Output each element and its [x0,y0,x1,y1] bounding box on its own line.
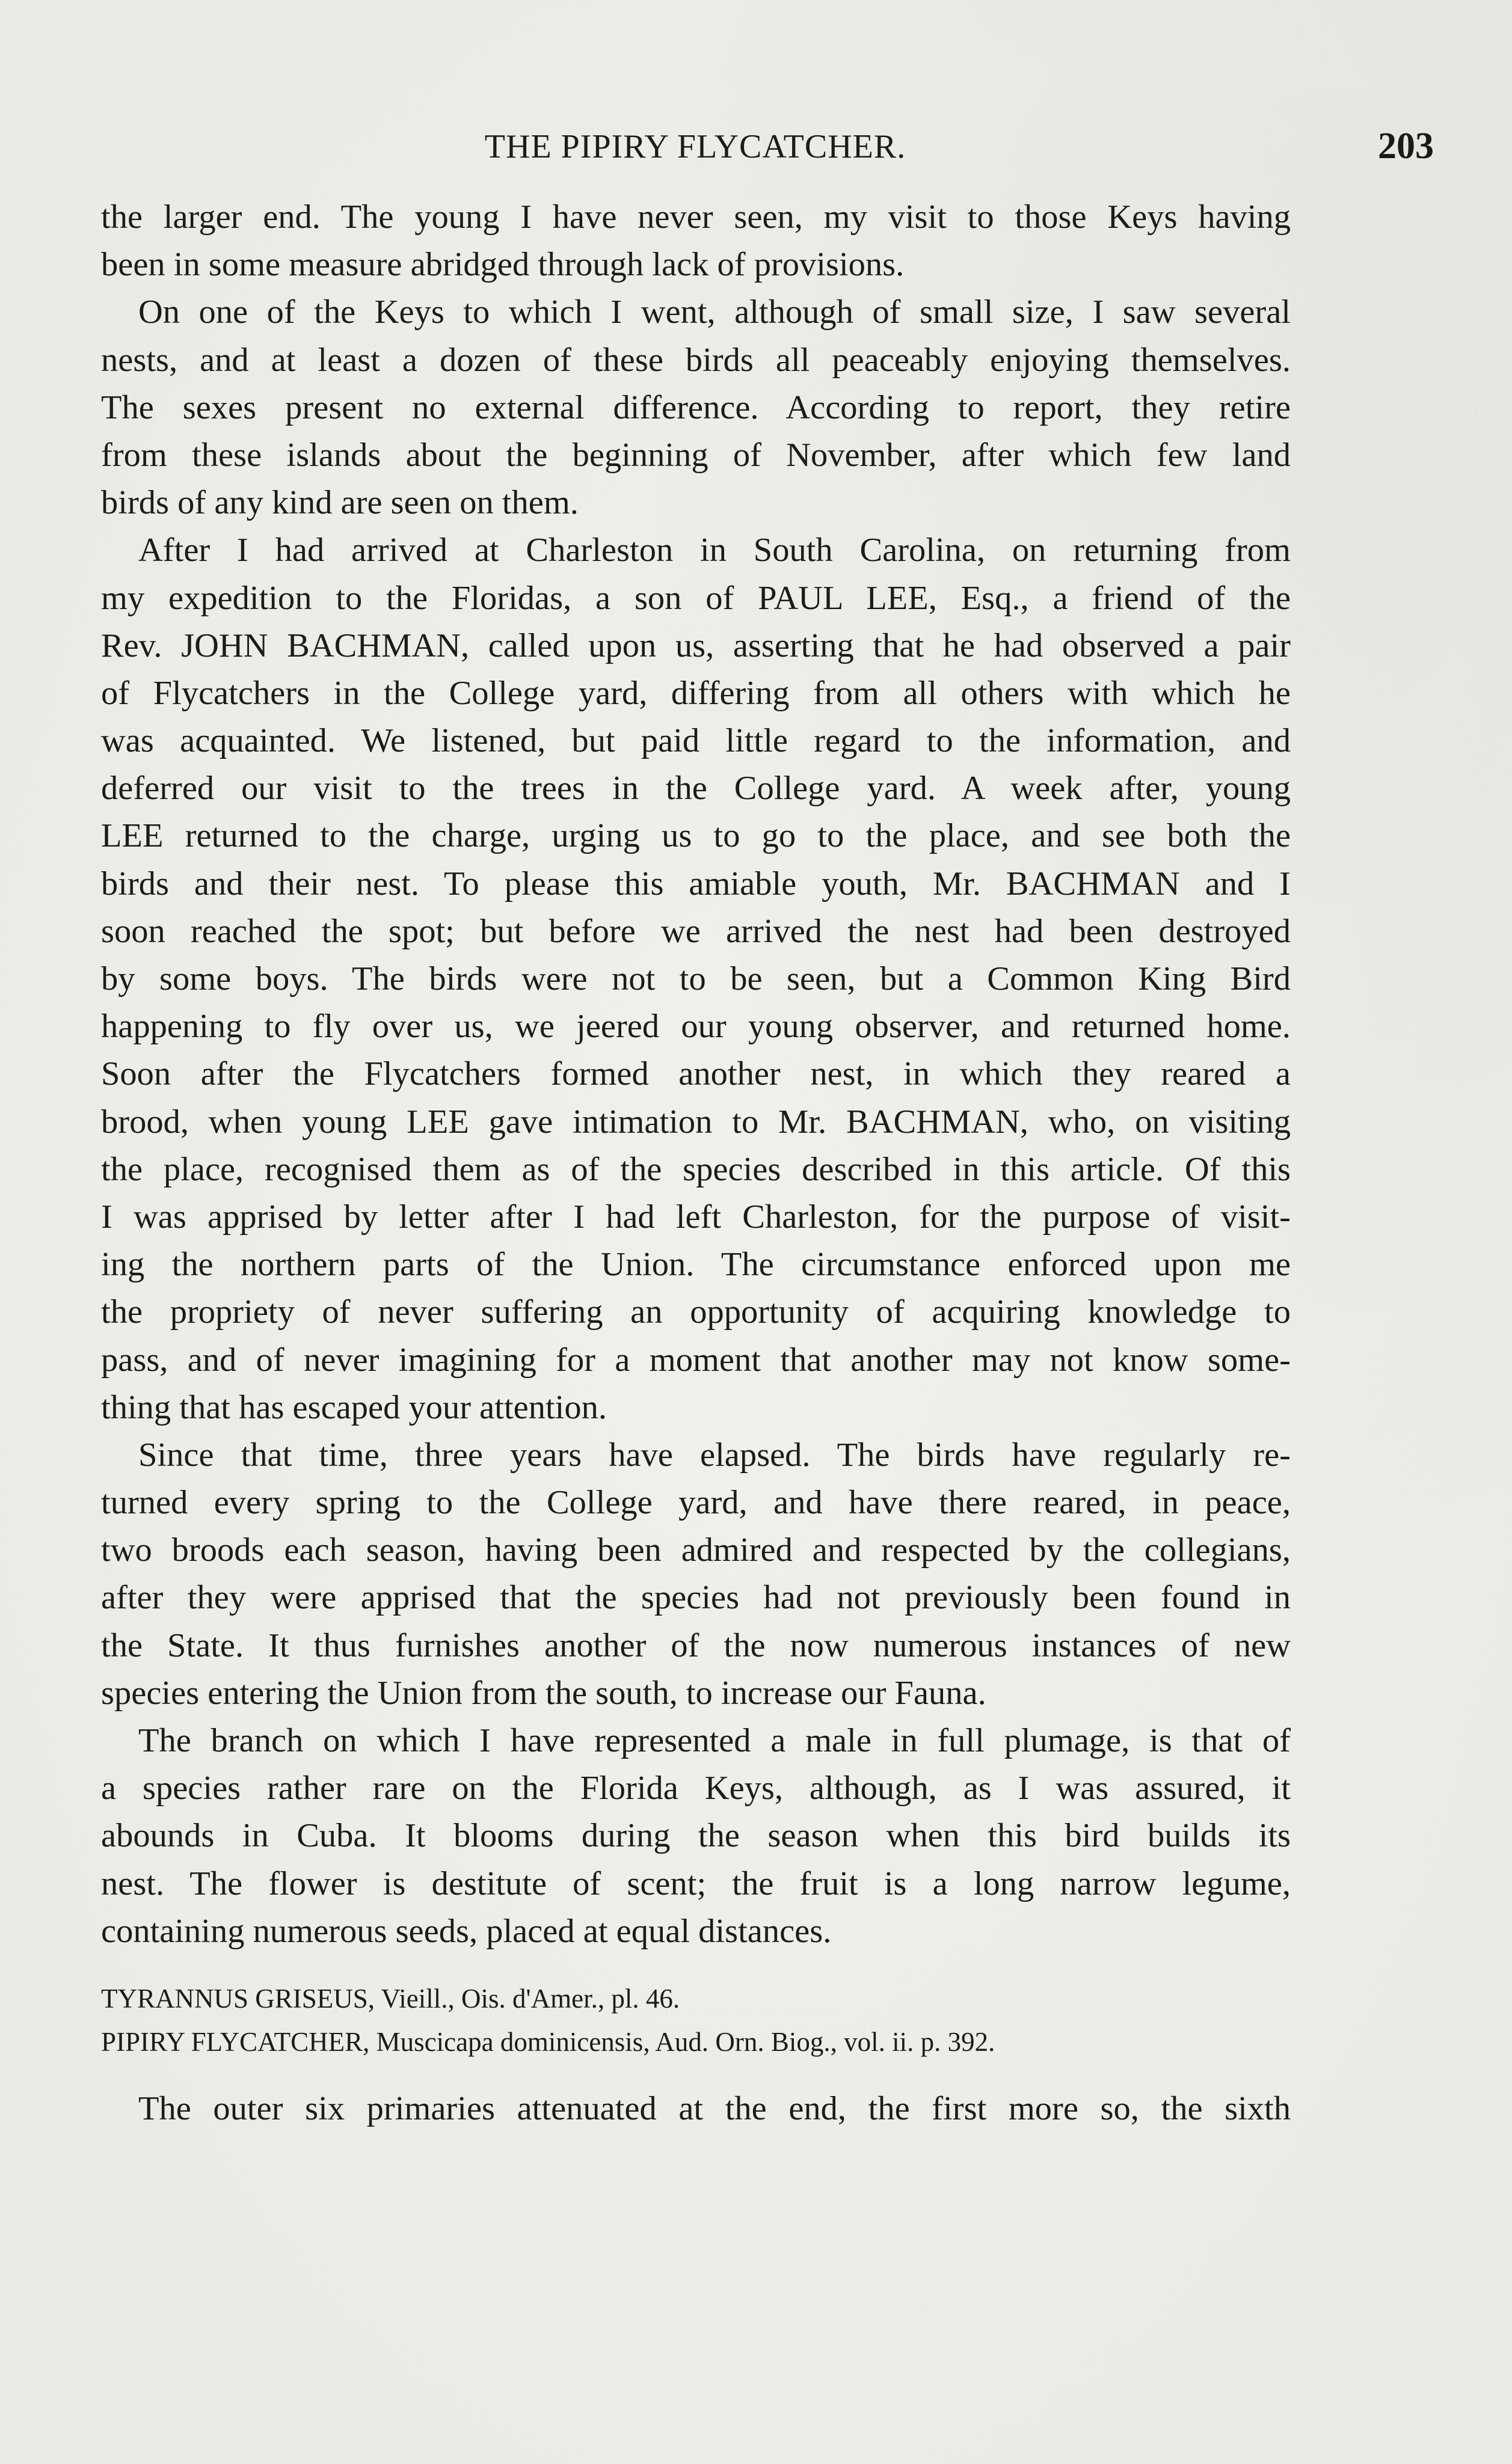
page-number: 203 [1378,126,1434,167]
text-line: the place, recognised them as of the species described in this article. Of this [101,1150,1291,1188]
spacer [101,2064,1291,2085]
text-line: brood, when young LEE gave intimation to Mr. BACHMAN, who, on visiting [101,1103,1291,1141]
closing-text-line: The outer six primaries attenuated at the end, the first more so, the sixth [138,2089,1291,2127]
text-line: the propriety of never suffering an opportunity of acquiring knowledge to [101,1293,1291,1331]
text-line: a species rather rare on the Florida Keys, although, as I was assured, it [101,1770,1291,1807]
text-line: nests, and at least a dozen of these birds all peaceably enjoying themselves. [101,341,1291,379]
text-line: Soon after the Flycatchers formed another nest, in which they reared a [101,1055,1291,1093]
text-line: I was apprised by letter after I had left Charleston, for the purpose of visit- [101,1198,1291,1236]
paragraph [101,1432,1291,1717]
text-line: pass, and of never imagining for a moment that another may not know some- [101,1341,1291,1379]
text-line: After I had arrived at Charleston in South Carolina, on returning from [138,532,1291,569]
body-text [101,194,1291,2133]
synonymy-references [101,1977,1291,2064]
text-line: the larger end. The young I have never seen, my visit to those Keys having [101,198,1291,236]
text-line: Since that time, three years have elapsed. The birds have regularly re- [138,1436,1291,1474]
text-line: after they were apprised that the species had not previously been found in [101,1579,1291,1617]
running-title: THE PIPIRY FLYCATCHER. [484,128,906,165]
text-line: abounds in Cuba. It blooms during the season when this bird builds its [101,1817,1291,1855]
text-line: by some boys. The birds were not to be seen, but a Common King Bird [101,960,1291,998]
reference-line: PIPIRY FLYCATCHER, Muscicapa dominicensis, Aud. Orn. Biog., vol. ii. p. 392. [101,2026,995,2057]
text-line: nest. The flower is destitute of scent; the fruit is a long narrow legume, [101,1865,1291,1902]
text-line: birds of any kind are seen on them. [101,484,579,522]
text-line: The branch on which I have represented a male in full plumage, is that of [138,1722,1291,1759]
text-line: turned every spring to the College yard, and have there reared, in peace, [101,1484,1291,1522]
text-line: deferred our visit to the trees in the College yard. A week after, young [101,770,1291,808]
text-line: On one of the Keys to which I went, although of small size, I saw several [138,293,1291,331]
paragraph [101,289,1291,527]
paragraph [101,1717,1291,1955]
text-line: from these islands about the beginning of November, after which few land [101,436,1291,474]
text-line: species entering the Union from the south, to increase our Fauna. [101,1674,986,1712]
text-line: thing that has escaped your attention. [101,1388,607,1426]
text-line: soon reached the spot; but before we arrived the nest had been destroyed [101,912,1291,950]
text-line: the State. It thus furnishes another of the now numerous instances of new [101,1626,1291,1664]
text-line: containing numerous seeds, placed at equal distances. [101,1912,832,1950]
text-line: my expedition to the Floridas, a son of PAUL LEE, Esq., a friend of the [101,579,1291,617]
reference-line: TYRANNUS GRISEUS, Vieill., Ois. d'Amer., pl. 46. [101,1983,680,2014]
text-line: birds and their nest. To please this amiable youth, Mr. BACHMAN and I [101,865,1291,903]
text-line: The sexes present no external difference. According to report, they retire [101,388,1291,426]
text-line: of Flycatchers in the College yard, differing from all others with which he [101,674,1291,712]
running-head [101,125,1434,173]
paragraph [101,527,1291,1432]
spacer [101,1955,1291,1977]
text-line: Rev. JOHN BACHMAN, called upon us, asserting that he had observed a pair [101,627,1291,664]
text-line: was acquainted. We listened, but paid little regard to the information, and [101,722,1291,760]
text-line: been in some measure abridged through lack of provisions. [101,246,905,284]
text-line: two broods each season, having been admired and respected by the collegians, [101,1531,1291,1569]
text-line: LEE returned to the charge, urging us to go to the place, and see both the [101,817,1291,855]
text-line: happening to fly over us, we jeered our young observer, and returned home. [101,1008,1291,1046]
paragraph [101,194,1291,289]
text-line: ing the northern parts of the Union. The circumstance enforced upon me [101,1246,1291,1284]
